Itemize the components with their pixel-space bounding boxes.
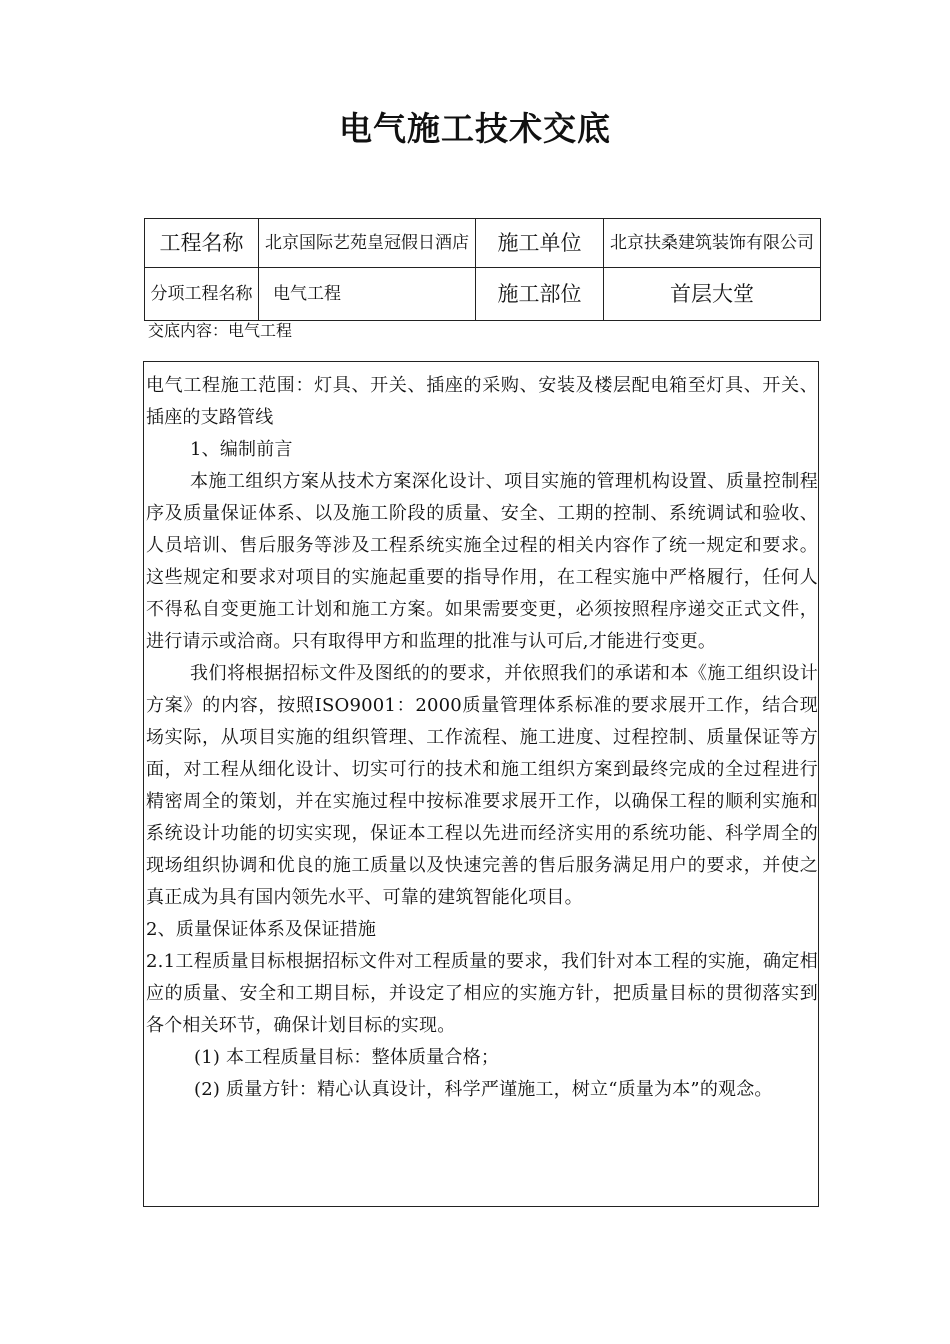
paragraph-quality-target: 2.1工程质量目标根据招标文件对工程质量的要求，我们针对本工程的实施，确定相应的质量、安全和工期目标，并设定了相应的实施方针，把质量目标的贯彻落实到各个相关环节，确保计划目标的实现。 — [146, 951, 818, 1036]
project-name-label: 工程名称 — [145, 219, 259, 268]
subproject-value: 电气工程 — [259, 268, 476, 321]
disclosure-content-label: 交底内容：电气工程 — [148, 321, 293, 340]
paragraph-commitment: 我们将根据招标文件及图纸的的要求，并依照我们的承诺和本《施工组织设计方案》的内容，按照ISO9001：2000质量管理体系标准的要求展开工作，结合现场实际，从项目实施的组织管理、工作流程、施工进度、过程控制、质量保证等方面，对工程从细化设计、切实可行的技术和施工组织方案到最终完成的全过程进行精密周全的策划，并在实施过程中按标准要求展开工作，以确保工程的顺利实施和系统设计功能的切实实现，保证本工程以先进而经济实用的系统功能、科学周全的现场组织协调和优良的施工质量以及快速完善的售后服务满足用户的要求，并使之真正成为具有国内领先水平、可靠的建筑智能化项目。 — [146, 663, 818, 908]
paragraph-preface: 本施工组织方案从技术方案深化设计、项目实施的管理机构设置、质量控制程序及质量保证体系、以及施工阶段的质量、安全、工期的控制、系统调试和验收、人员培训、售后服务等涉及工程系统实施全过程的相关内容作了统一规定和要求。这些规定和要求对项目的实施起重要的指导作用，在工程实施中严格履行，任何人不得私自变更施工计划和施工方案。如果需要变更，必须按照程序递交正式文件，进行请示或洽商。只有取得甲方和监理的批准与认可后,才能进行变更。 — [146, 471, 818, 652]
location-value: 首层大堂 — [604, 268, 821, 321]
project-info-table — [144, 218, 821, 321]
list-item: (2) 质量方针：精心认真设计，科学严谨施工，树立“质量为本”的观念。 — [194, 1079, 773, 1100]
subproject-label: 分项工程名称 — [145, 268, 259, 321]
contractor-value: 北京扶桑建筑装饰有限公司 — [604, 219, 821, 268]
table-row — [145, 219, 821, 268]
table-row — [145, 268, 821, 321]
scope-paragraph: 电气工程施工范围：灯具、开关、插座的采购、安装及楼层配电箱至灯具、开关、插座的支路管线 — [146, 375, 818, 428]
list-item: (1) 本工程质量目标：整体质量合格； — [194, 1047, 500, 1068]
project-name-value: 北京国际艺苑皇冠假日酒店 — [259, 219, 476, 268]
section-heading-2: 2、质量保证体系及保证措施 — [146, 919, 377, 940]
section-heading-1: 1、编制前言 — [190, 439, 293, 460]
content-box — [143, 361, 819, 1207]
document-title: 电气施工技术交底 — [339, 109, 611, 148]
contractor-label: 施工单位 — [476, 219, 604, 268]
location-label: 施工部位 — [476, 268, 604, 321]
